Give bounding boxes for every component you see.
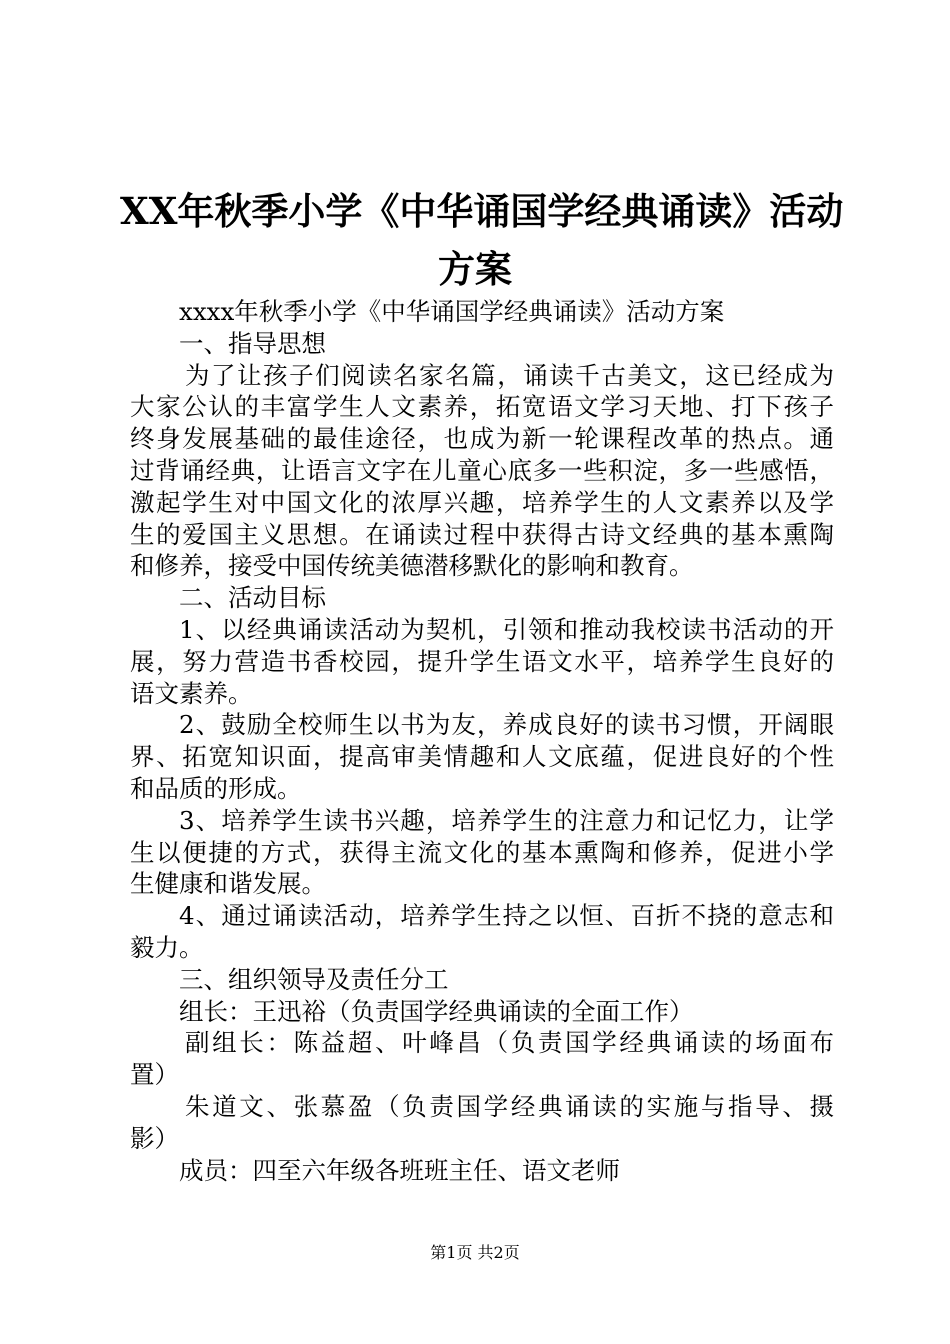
paragraph-line: 激起学生对中国文化的浓厚兴趣，培养学生的人文素养以及学 [130,487,834,517]
paragraph-line: 置） [130,1060,179,1090]
document-title-line-1: XX年秋季小学《中华诵国学经典诵读》活动 [120,189,844,233]
paragraph-line: 副组长：陈益超、叶峰昌（负责国学经典诵读的场面布 [185,1028,834,1058]
paragraph-line: 4、通过诵读活动，培养学生持之以恒、百折不挠的意志和 [179,901,834,931]
page-footer: 第1页 共2页 [430,1243,520,1262]
paragraph-line: 和品质的形成。 [130,773,302,803]
paragraph-line: 3、培养学生读书兴趣，培养学生的注意力和记忆力，让学 [179,805,834,835]
paragraph-line: 毅力。 [130,932,204,962]
paragraph-line: 朱道文、张慕盈（负责国学经典诵读的实施与指导、摄 [185,1091,834,1121]
paragraph-line: 2、鼓励全校师生以书为友，养成良好的读书习惯，开阔眼 [179,710,834,740]
paragraph-line: 影） [130,1123,179,1153]
paragraph-line: 组长：王迅裕（负责国学经典诵读的全面工作） [179,996,694,1026]
paragraph-line: 1、以经典诵读活动为契机，引领和推动我校读书活动的开 [179,614,834,644]
paragraph-line: 生以便捷的方式，获得主流文化的基本熏陶和修养，促进小学 [130,837,834,867]
paragraph-line: 界、拓宽知识面，提高审美情趣和人文底蕴，促进良好的个性 [130,742,834,772]
paragraph-line: 过背诵经典，让语言文字在儿童心底多一些积淀，多一些感悟， [130,455,834,485]
section-heading: 三、组织领导及责任分工 [179,964,449,994]
paragraph-line: 生健康和谐发展。 [130,869,326,899]
document-body [130,296,834,1186]
paragraph-line: 终身发展基础的最佳途径，也成为新一轮课程改革的热点。通 [130,424,834,454]
document-title-line-2: 方案 [438,247,512,291]
paragraph-line: 和修养，接受中国传统美德潜移默化的影响和教育。 [130,551,694,581]
paragraph-line: 展，努力营造书香校园，提升学生语文水平，培养学生良好的 [130,646,834,676]
subtitle-line: xxxx年秋季小学《中华诵国学经典诵读》活动方案 [179,297,725,326]
paragraph-line: 为了让孩子们阅读名家名篇，诵读千古美文，这已经成为 [185,360,834,390]
paragraph-line: 生的爱国主义思想。在诵读过程中获得古诗文经典的基本熏陶 [130,519,834,549]
section-heading: 一、指导思想 [179,328,326,358]
section-heading: 二、活动目标 [179,583,326,613]
paragraph-line: 大家公认的丰富学生人文素养，拓宽语文学习天地、打下孩子 [130,392,834,422]
paragraph-line: 成员：四至六年级各班班主任、语文老师 [179,1155,620,1185]
paragraph-line: 语文素养。 [130,678,253,708]
